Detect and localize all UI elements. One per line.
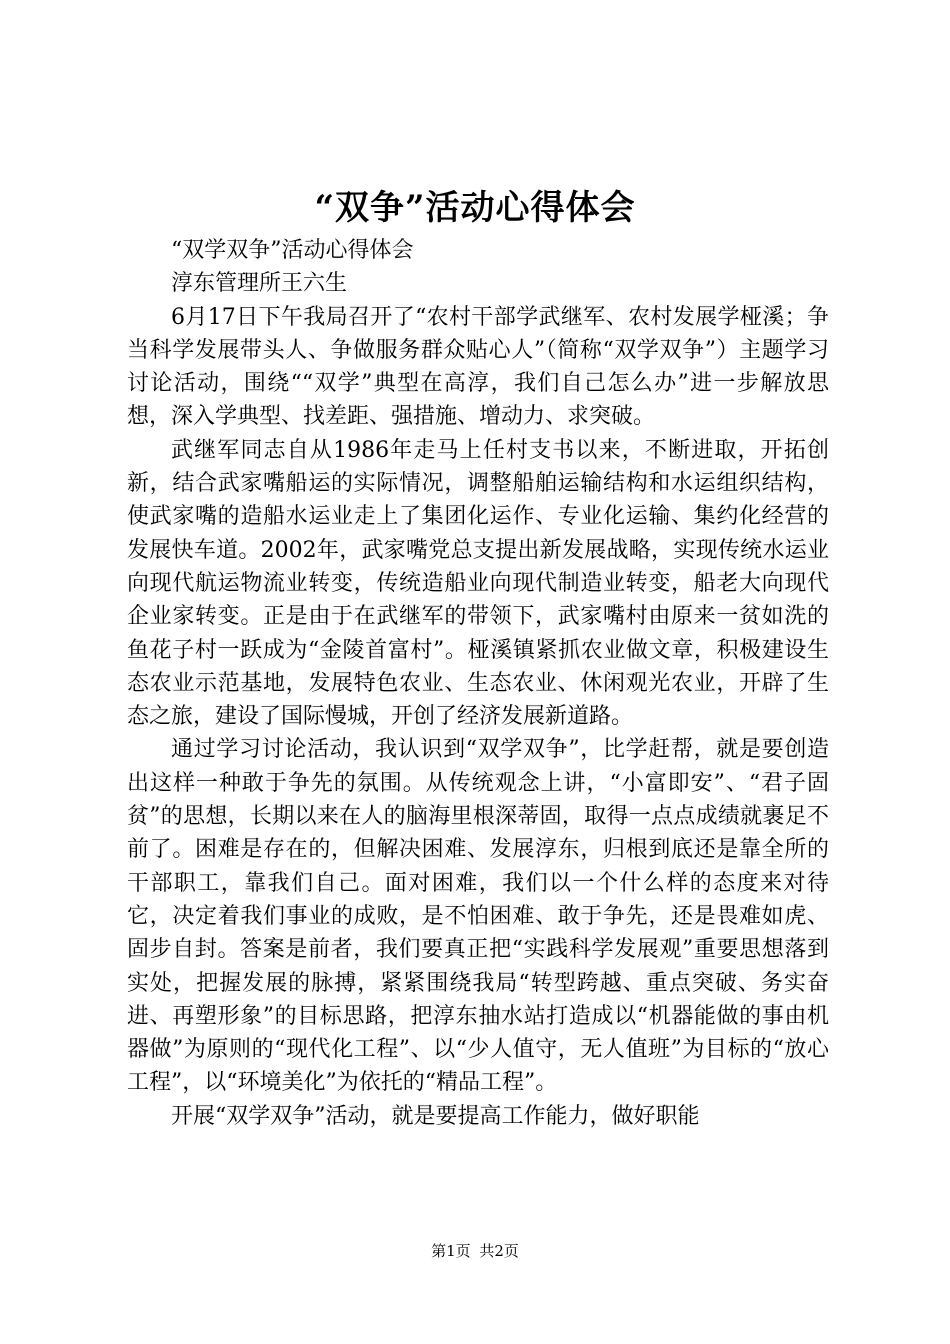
document-title: “双争”活动心得体会 [314,188,636,228]
page-total: 共2页 [479,1242,519,1260]
paragraph: 通过学习讨论活动，我认识到“双学双争”，比学赶帮，就是要创造出这样一种敢于争先的氛围。从传统观念上讲，“小富即安”、“君子固贫”的思想，长期以来在人的脑海里根深蒂固，取得一点点成绩就裹足不前了。困难是存在的，但解决困难、发展淳东，归根到底还是靠全所的干部职工，靠我们自己。面对困难，我们以一个什么样的态度来对待它，决定着我们事业的成败，是不怕困难、敢于争先，还是畏难如虎、固步自封。答案是前者，我们要真正把“实践科学发展观”重要思想落到实处，把握发展的脉搏，紧紧围绕我局“转型跨越、重点突破、务实奋进、再塑形象”的目标思路，把淳东抽水站打造成以“机器能做的事由机器做”为原则的“现代化工程”、以“少人值守，无人值班”为目标的“放心工程”，以“环境美化”为依托的“精品工程”。 [127,737,829,1096]
document-subtitle: “双学双争”活动心得体会 [171,238,414,263]
page-footer [0,1240,950,1262]
page-number: 第1页 [431,1242,471,1260]
document-author: 淳东管理所王六生 [171,271,348,297]
paragraph: 武继军同志自从1986年走马上任村支书以来，不断进取，开拓创新，结合武家嘴船运的实际情况，调整船舶运输结构和水运组织结构，使武家嘴的造船水运业走上了集团化运作、专业化运输、集约化经营的发展快车道。2002年，武家嘴党总支提出新发展战略，实现传统水运业向现代航运物流业转变，传统造船业向现代制造业转变，船老大向现代企业家转变。正是由于在武继军的带领下，武家嘴村由原来一贫如洗的鱼花子村一跃成为“金陵首富村”。桠溪镇紧抓农业做文章，积极建设生态农业示范基地，发展特色农业、生态农业、休闲观光农业，开辟了生态之旅，建设了国际慢城，开创了经济发展新道路。 [127,437,829,730]
paragraph: 开展“双学双争”活动，就是要提高工作能力，做好职能 [171,1103,700,1129]
document-body [127,234,829,1133]
paragraph: 6月17日下午我局召开了“农村干部学武继军、农村发展学桠溪；争当科学发展带头人、争做服务群众贴心人”（简称“双学双争”）主题学习讨论活动，围绕““双学”典型在高淳，我们自己怎么办”进一步解放思想，深入学典型、找差距、强措施、增动力、求突破。 [127,304,829,430]
